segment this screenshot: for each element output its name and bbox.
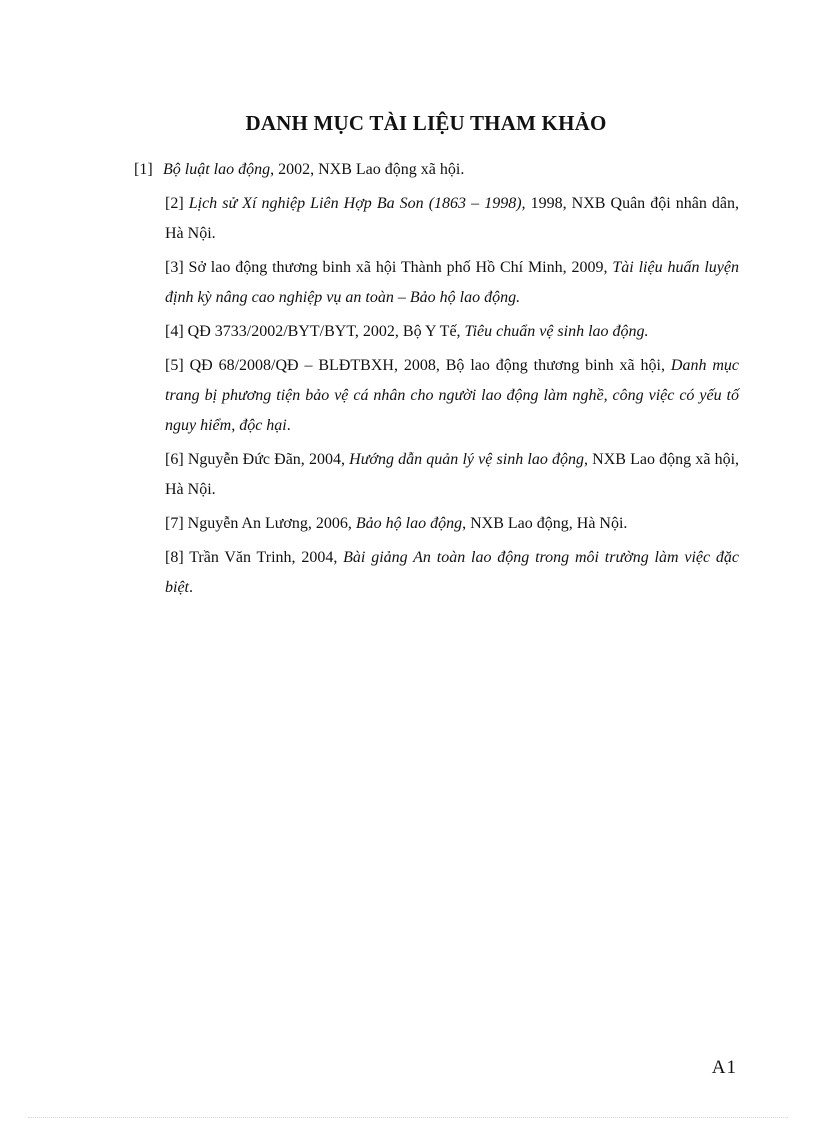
reference-title: Tài liệu huấn luyện định kỳ nâng cao nghiệp vụ an toàn – Bảo hộ lao động. [165, 259, 740, 306]
reference-details: , NXB Lao động xã hội, Hà Nội. [165, 451, 740, 498]
reference-number: [4] [165, 323, 184, 340]
reference-item-1 [134, 155, 739, 185]
reference-item-3 [165, 253, 739, 313]
reference-title: Danh mục trang bị phương tiện bảo vệ cá nhân cho người lao động làm nghề, công việc có yếu tố nguy hiểm, độc hại [165, 357, 740, 434]
reference-details: 1998, NXB Quân đội nhân dân, Hà Nội. [165, 195, 740, 242]
reference-item-7 [165, 509, 739, 539]
reference-title: Hướng dẫn quản lý vệ sinh lao động [349, 451, 584, 468]
footer-divider [28, 1117, 788, 1118]
reference-author: QĐ 3733/2002/BYT/BYT, 2002, Bộ Y Tế, [187, 323, 465, 340]
reference-details: . [189, 579, 193, 596]
reference-author: Nguyễn Đức Đãn, 2004, [187, 451, 350, 468]
reference-title: Lịch sử Xí nghiệp Liên Hợp Ba Son (1863 – 1998), [188, 195, 526, 212]
page-number: A1 [711, 1057, 737, 1078]
reference-details: . [286, 417, 291, 434]
reference-number: [3] [165, 259, 184, 276]
reference-number: [7] [165, 515, 184, 532]
reference-number: [6] [165, 451, 184, 468]
reference-number: [2] [165, 195, 184, 212]
reference-item-8 [165, 543, 739, 603]
reference-list [134, 155, 740, 607]
reference-number: [5] [165, 357, 184, 374]
reference-details: , 2002, NXB Lao động xã hội. [270, 161, 465, 178]
reference-title: Bài giảng An toàn lao động trong môi trường làm việc đặc biệt [165, 549, 740, 596]
page-title: DANH MỤC TÀI LIỆU THAM KHẢO [245, 111, 607, 135]
reference-item-4 [165, 317, 739, 347]
reference-item-6 [165, 445, 739, 505]
reference-details: , NXB Lao động, Hà Nội. [462, 515, 628, 532]
reference-title: Tiêu chuẩn vệ sinh lao động. [464, 323, 649, 340]
reference-number: [1] [134, 161, 153, 178]
reference-author: Sở lao động thương binh xã hội Thành phố Hồ Chí Minh, 2009, [188, 259, 613, 276]
reference-title: Bảo hộ lao động [355, 515, 463, 532]
reference-author: QĐ 68/2008/QĐ – BLĐTBXH, 2008, Bộ lao động thương binh xã hội, [189, 357, 671, 374]
reference-number: [8] [165, 549, 184, 566]
reference-author: Trần Văn Trinh, 2004, [189, 549, 344, 566]
reference-title: Bộ luật lao động [163, 161, 271, 178]
reference-item-5 [165, 351, 739, 441]
reference-author: Nguyễn An Lương, 2006, [187, 515, 356, 532]
reference-item-2 [165, 189, 739, 249]
